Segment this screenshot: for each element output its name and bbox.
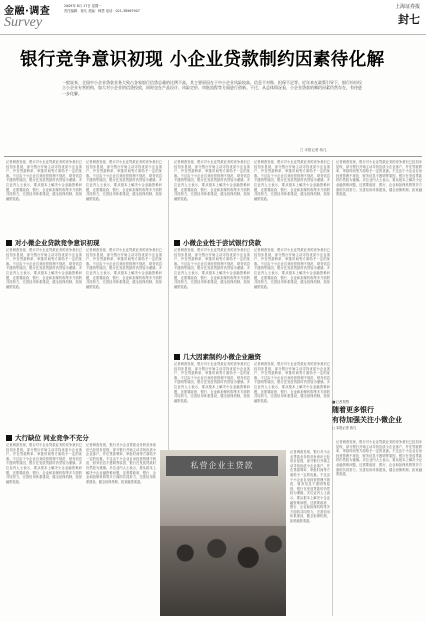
section-heading-text: 大行缺位 同业竞争不充分	[15, 434, 89, 442]
section-heading-text: 对小微企业贷款竞争意识初现	[15, 239, 100, 247]
section-heading-1	[6, 238, 100, 247]
bullet-icon	[6, 435, 12, 441]
column-divider	[332, 160, 333, 616]
photo-sign: 私营企业主贷款	[166, 456, 278, 476]
body-column: 记者调查发现，银行对小企业贷款业务的竞争意识已经初步显现，部分银行开始主动寻找优质小企业客户，并在贷款利率、审批时间等方面给予一定的优惠。不过由于小企业自身经营管理不规范、财务信息不透明等原因，银行在发放贷款时仍然较为谨慎。多位业内人士表示，要从根本上解决小企业融资难问题，还需要政府、银行、企业和担保机构等多方面的共同努力，完善信用体系建设，健全担保机制，拓宽融资渠道。	[174, 362, 250, 403]
masthead	[0, 0, 426, 35]
body-column: 记者调查发现，银行对小企业贷款业务的竞争意识已经初步显现，部分银行开始主动寻找优质小企业客户，并在贷款利率、审批时间等方面给予一定的优惠。不过由于小企业自身经营管理不规范、财务信息不透明等原因，银行在发放贷款时仍然较为谨慎。多位业内人士表示，要从根本上解决小企业融资难问题，还需要政府、银行、企业和担保机构等多方面的共同努力，完善信用体系建设，健全担保机制，拓宽融资渠道。	[6, 443, 82, 484]
news-photo	[160, 450, 286, 616]
newspaper-logo: 上海证券报	[394, 5, 420, 10]
body-column: 记者调查发现，银行对小企业贷款业务的竞争意识已经初步显现，部分银行开始主动寻找优质小企业客户，并在贷款利率、审批时间等方面给予一定的优惠。不过由于小企业自身经营管理不规范、财务信息不透明等原因，银行在发放贷款时仍然较为谨慎。多位业内人士表示，要从根本上解决小企业融资难问题，还需要政府、银行、企业和担保机构等多方面的共同努力，完善信用体系建设，健全担保机制，拓宽融资渠道。	[290, 450, 330, 523]
sidebar-byline: □ 本报记者 蒋凡	[332, 426, 357, 430]
body-column: 记者调查发现，银行对小企业贷款业务的竞争意识已经初步显现，部分银行开始主动寻找优质小企业客户，并在贷款利率、审批时间等方面给予一定的优惠。不过由于小企业自身经营管理不规范、财务信息不透明等原因，银行在发放贷款时仍然较为谨慎。多位业内人士表示，要从根本上解决小企业融资难问题，还需要政府、银行、企业和担保机构等多方面的共同努力，完善信用体系建设，健全担保机制，拓宽融资渠道。	[254, 248, 330, 289]
body-column: 记者调查发现，银行对小企业贷款业务的竞争意识已经初步显现，部分银行开始主动寻找优质小企业客户，并在贷款利率、审批时间等方面给予一定的优惠。不过由于小企业自身经营管理不规范、财务信息不透明等原因，银行在发放贷款时仍然较为谨慎。多位业内人士表示，要从根本上解决小企业融资难问题，还需要政府、银行、企业和担保机构等多方面的共同努力，完善信用体系建设，健全担保机制，拓宽融资渠道。	[6, 248, 82, 289]
body-column: 记者调查发现，银行对小企业贷款业务的竞争意识已经初步显现，部分银行开始主动寻找优质小企业客户，并在贷款利率、审批时间等方面给予一定的优惠。不过由于小企业自身经营管理不规范、财务信息不透明等原因，银行在发放贷款时仍然较为谨慎。多位业内人士表示，要从根本上解决小企业融资难问题，还需要政府、银行、企业和担保机构等多方面的共同努力，完善信用体系建设，健全担保机制，拓宽融资渠道。	[174, 248, 250, 289]
section-heading-2	[6, 433, 89, 442]
bullet-icon	[174, 354, 180, 360]
body-column: 记者调查发现，银行对小企业贷款业务的竞争意识已经初步显现，部分银行开始主动寻找优质小企业客户，并在贷款利率、审批时间等方面给予一定的优惠。不过由于小企业自身经营管理不规范、财务信息不透明等原因，银行在发放贷款时仍然较为谨慎。多位业内人士表示，要从根本上解决小企业融资难问题，还需要政府、银行、企业和担保机构等多方面的共同努力，完善信用体系建设，健全担保机制，拓宽融资渠道。	[86, 160, 162, 201]
photo-crowd	[160, 526, 286, 616]
body-column: 记者调查发现，银行对小企业贷款业务的竞争意识已经初步显现，部分银行开始主动寻找优质小企业客户，并在贷款利率、审批时间等方面给予一定的优惠。不过由于小企业自身经营管理不规范、财务信息不透明等原因，银行在发放贷款时仍然较为谨慎。多位业内人士表示，要从根本上解决小企业融资难问题，还需要政府、银行、企业和担保机构等多方面的共同努力，完善信用体系建设，健全担保机制，拓宽融资渠道。	[86, 443, 156, 484]
body-column: 记者调查发现，银行对小企业贷款业务的竞争意识已经初步显现，部分银行开始主动寻找优质小企业客户，并在贷款利率、审批时间等方面给予一定的优惠。不过由于小企业自身经营管理不规范、财务信息不透明等原因，银行在发放贷款时仍然较为谨慎。多位业内人士表示，要从根本上解决小企业融资难问题，还需要政府、银行、企业和担保机构等多方面的共同努力，完善信用体系建设，健全担保机制，拓宽融资渠道。	[174, 160, 250, 201]
section-heading-text: 小微企业性于尝试银行贷款	[183, 239, 261, 247]
page-number: 封七	[398, 13, 420, 26]
body-column: 记者调查发现，银行对小企业贷款业务的竞争意识已经初步显现，部分银行开始主动寻找优质小企业客户，并在贷款利率、审批时间等方面给予一定的优惠。不过由于小企业自身经营管理不规范、财务信息不透明等原因，银行在发放贷款时仍然较为谨慎。多位业内人士表示，要从根本上解决小企业融资难问题，还需要政府、银行、企业和担保机构等多方面的共同努力，完善信用体系建设，健全担保机制，拓宽融资渠道。	[86, 248, 162, 289]
editor-line: 责任编辑：蒋凡 美编：韩思 电话：021-38967907	[64, 9, 140, 13]
headline: 银行竞争意识初现 小企业贷款制约因素待化解	[20, 50, 385, 70]
sidebar-title-2: 有待加强关注小微企业	[332, 416, 402, 424]
body-column: 记者调查发现，银行对小企业贷款业务的竞争意识已经初步显现，部分银行开始主动寻找优质小企业客户，并在贷款利率、审批时间等方面给予一定的优惠。不过由于小企业自身经营管理不规范、财务信息不透明等原因，银行在发放贷款时仍然较为谨慎。多位业内人士表示，要从根本上解决小企业融资难问题，还需要政府、银行、企业和担保机构等多方面的共同努力，完善信用体系建设，健全担保机制，拓宽融资渠道。	[336, 440, 422, 477]
section-heading-text: 几大因素制约小微企业融资	[183, 353, 261, 361]
body-column: 记者调查发现，银行对小企业贷款业务的竞争意识已经初步显现，部分银行开始主动寻找优质小企业客户，并在贷款利率、审批时间等方面给予一定的优惠。不过由于小企业自身经营管理不规范、财务信息不透明等原因，银行在发放贷款时仍然较为谨慎。多位业内人士表示，要从根本上解决小企业融资难问题，还需要政府、银行、企业和担保机构等多方面的共同努力，完善信用体系建设，健全担保机制，拓宽融资渠道。	[254, 160, 330, 201]
sidebar-header	[332, 400, 422, 430]
section-heading-3	[174, 238, 261, 247]
lead-paragraph: 一般说来，全国中小企业贷款业务大致占各家银行信贷总量的比例不高，其主要原因在于中小企业风险较高、信息不对称、担保不足等。近年来在政策引导下，银行纷纷设立小企业专营机构，加大对小企业的信贷投放，同时也在产品设计、风险定价、审批流程等方面进行创新。不过，从总体情况看，小企业贷款的制约因素仍然存在，有待进一步化解。	[62, 80, 362, 96]
sidebar-tag: ■记者观察	[332, 400, 350, 404]
byline: □ 本报记者 蒋凡	[300, 148, 327, 152]
issue-date: 2009年 8月 17日 星期一	[64, 4, 102, 8]
body-column: 记者调查发现，银行对小企业贷款业务的竞争意识已经初步显现，部分银行开始主动寻找优质小企业客户，并在贷款利率、审批时间等方面给予一定的优惠。不过由于小企业自身经营管理不规范、财务信息不透明等原因，银行在发放贷款时仍然较为谨慎。多位业内人士表示，要从根本上解决小企业融资难问题，还需要政府、银行、企业和担保机构等多方面的共同努力，完善信用体系建设，健全担保机制，拓宽融资渠道。	[336, 160, 422, 197]
section-title-en: Survey	[4, 15, 43, 30]
bullet-icon	[174, 240, 180, 246]
bullet-icon	[6, 240, 12, 246]
section-heading-4	[174, 352, 261, 361]
divider	[4, 156, 422, 157]
sidebar-title-1: 随着更多银行	[332, 406, 374, 414]
section-title: 金融·调查	[4, 6, 51, 17]
body-column: 记者调查发现，银行对小企业贷款业务的竞争意识已经初步显现，部分银行开始主动寻找优质小企业客户，并在贷款利率、审批时间等方面给予一定的优惠。不过由于小企业自身经营管理不规范、财务信息不透明等原因，银行在发放贷款时仍然较为谨慎。多位业内人士表示，要从根本上解决小企业融资难问题，还需要政府、银行、企业和担保机构等多方面的共同努力，完善信用体系建设，健全担保机制，拓宽融资渠道。	[254, 362, 330, 403]
body-column: 记者调查发现，银行对小企业贷款业务的竞争意识已经初步显现，部分银行开始主动寻找优质小企业客户，并在贷款利率、审批时间等方面给予一定的优惠。不过由于小企业自身经营管理不规范、财务信息不透明等原因，银行在发放贷款时仍然较为谨慎。多位业内人士表示，要从根本上解决小企业融资难问题，还需要政府、银行、企业和担保机构等多方面的共同努力，完善信用体系建设，健全担保机制，拓宽融资渠道。	[6, 160, 82, 201]
